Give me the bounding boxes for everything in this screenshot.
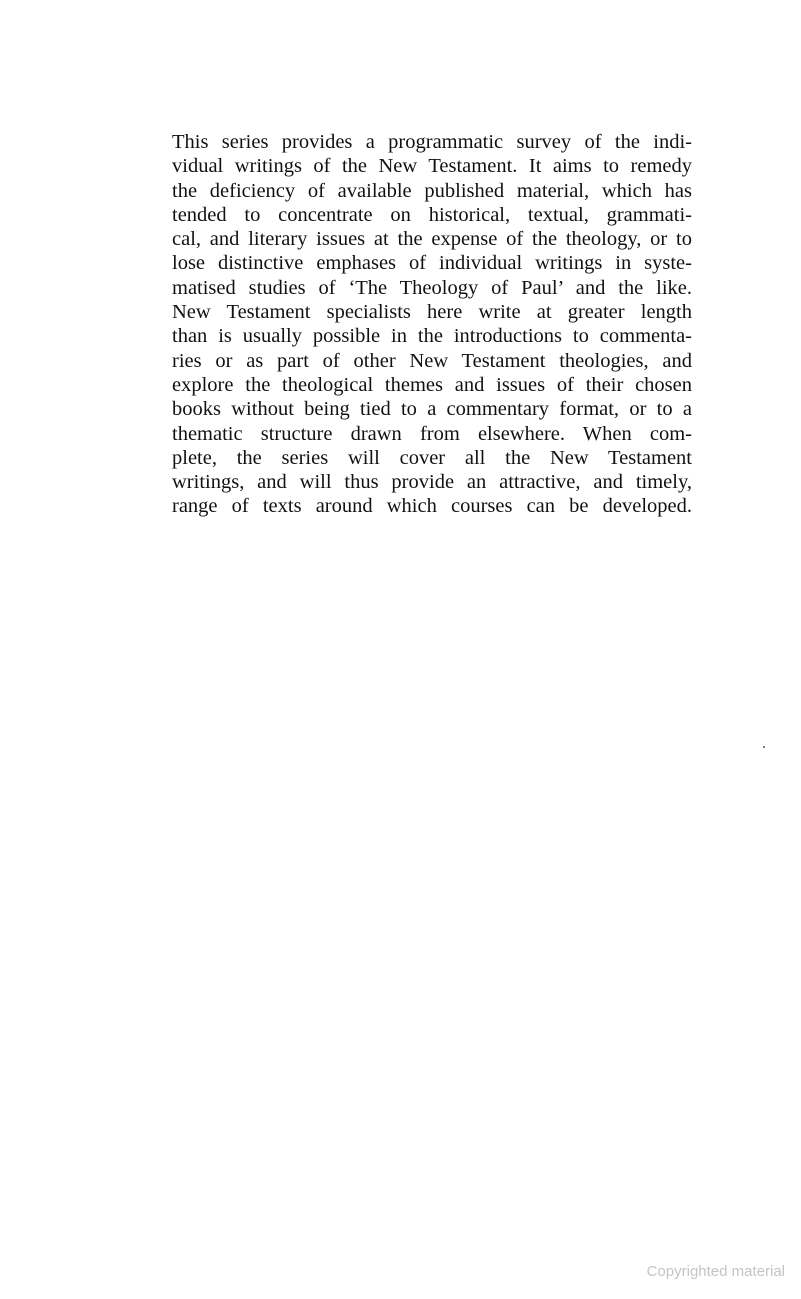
- paragraph-line: writings, and will thus provide an attractive, and timely,: [172, 471, 692, 494]
- paragraph-line: tended to concentrate on historical, textual, grammati-: [172, 203, 692, 226]
- paragraph-line: matised studies of ‘The Theology of Paul’ and the like.: [172, 276, 692, 299]
- scan-speck: [763, 746, 765, 748]
- paragraph-line: the deficiency of available published material, which has: [172, 179, 692, 202]
- paragraph-line: explore the theological themes and issues of their chosen: [172, 373, 692, 396]
- series-description-paragraph: [172, 130, 692, 519]
- paragraph-line: New Testament specialists here write at greater length: [172, 301, 692, 324]
- paragraph-line: This series provides a programmatic survey of the indi-: [172, 131, 692, 153]
- paragraph-line: vidual writings of the New Testament. It aims to remedy: [172, 155, 692, 178]
- paragraph-line: books without being tied to a commentary format, or to a: [172, 398, 692, 421]
- paragraph-line: range of texts around which courses can be developed.: [172, 495, 692, 518]
- paragraph-line: cal, and literary issues at the expense of the theology, or to: [172, 228, 692, 251]
- paragraph-line: thematic structure drawn from elsewhere. When com-: [172, 422, 692, 445]
- paragraph-line: lose distinctive emphases of individual writings in syste-: [172, 252, 692, 275]
- copyright-watermark: Copyrighted material: [646, 1263, 785, 1280]
- paragraph-line: plete, the series will cover all the New Testament: [172, 446, 692, 469]
- paragraph-line: than is usually possible in the introductions to commenta-: [172, 325, 692, 348]
- paragraph-line: ries or as part of other New Testament theologies, and: [172, 349, 692, 372]
